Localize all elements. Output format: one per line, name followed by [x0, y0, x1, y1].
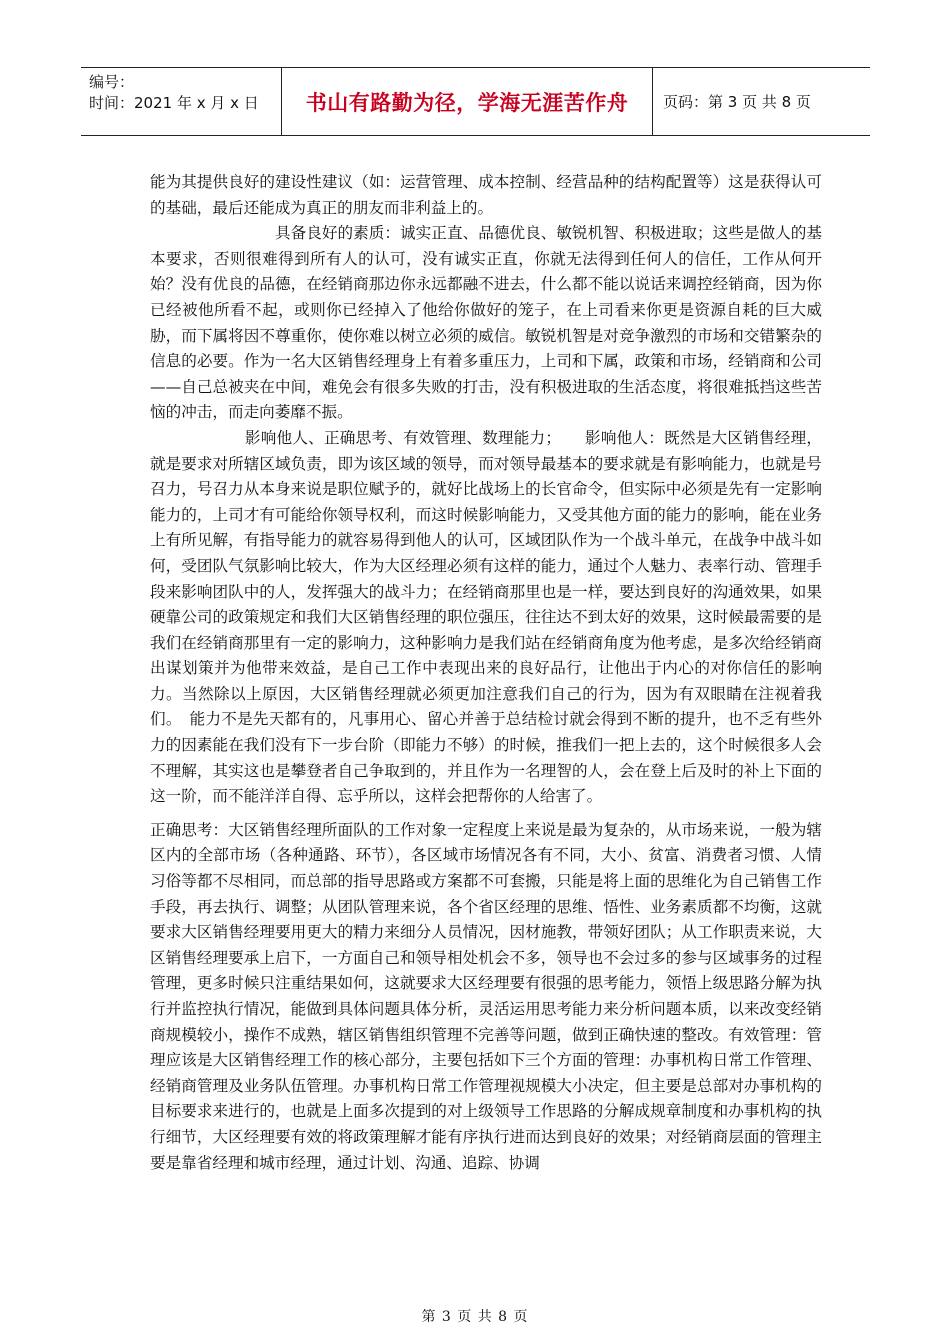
page-number-label: 页码：第 3 页 共 8 页: [663, 93, 811, 111]
document-body: [150, 170, 822, 1176]
paragraph-4: 正确思考：大区销售经理所面队的工作对象一定程度上来说是最为复杂的，从市场来说，一般为辖区内的全部市场（各种通路、环节），各区域市场情况各有不同，大小、贫富、消费者习惯、人情习俗等都不尽相同，而总部的指导思路或方案都不可套搬，只能是将上面的思维化为自己销售工作手段，再去执行、调整；从团队管理来说，各个省区经理的思维、悟性、业务素质都不均衡，这就要求大区销售经理要用更大的精力来细分人员情况，因材施教，带领好团队；从工作职责来说，大区销售经理要承上启下，一方面自己和领导相处机会不多，领导也不会过多的参与区域事务的过程管理，更多时候只注重结果如何，这就要求大区经理要有很强的思考能力，领悟上级思路分解为执行并监控执行情况，能做到具体问题具体分析，灵活运用思考能力来分析问题本质，以来改变经销商规模较小，操作不成熟，辖区销售组织管理不完善等问题，做到正确快速的整改。有效管理：管理应该是大区销售经理工作的核心部分，主要包括如下三个方面的管理：办事机构日常工作管理、经销商管理及业务队伍管理。办事机构日常工作管理视规模大小决定，但主要是总部对办事机构的目标要求来进行的，也就是上面多次提到的对上级领导工作思路的分解成规章制度和办事机构的执行细节，大区经理要有效的将政策理解才能有序执行进而达到良好的效果；对经销商层面的管理主要是靠省经理和城市经理，通过计划、沟通、追踪、协调: [150, 820, 822, 1172]
paragraph-1: 能为其提供良好的建设性建议（如：运营管理、成本控制、经营品种的结构配置等）这是获得认可的基础，最后还能成为真正的朋友而非利益上的。: [150, 173, 822, 217]
paragraph-3: 影响他人、正确思考、有效管理、数理能力； 影响他人：既然是大区销售经理，就是要求对所辖区域负责，即为该区域的领导，而对领导最基本的要求就是有影响能力，也就是号召力，号召力从本身来说是职位赋予的，就好比战场上的长官命令，但实际中必须是先有一定影响能力的，上司才有可能给你领导权利，而这时候影响能力，又受其他方面的能力的影响，能在业务上有所见解，有指导能力的就容易得到他人的认可，区域团队作为一个战斗单元，在战争中战斗如何，受团队气氛影响比较大，作为大区经理必须有这样的能力，通过个人魅力、表率行动、管理手段来影响团队中的人，发挥强大的战斗力；在经销商那里也是一样，要达到良好的沟通效果，如果硬靠公司的政策规定和我们大区销售经理的职位强压，往往达不到太好的效果，这时候最需要的是我们在经销商那里有一定的影响力，这种影响力是我们站在经销商角度为他考虑，是多次给经销商出谋划策并为他带来效益，是自己工作中表现出来的良好品行，让他出于内心的对你信任的影响力。当然除以上原因，大区销售经理就必须更加注意我们自己的行为，因为有双眼睛在注视着我们。 能力不是先天都有的，凡事用心、留心并善于总结检讨就会得到不断的提升，也不乏有些外力的因素能在我们没有下一步台阶（即能力不够）的时候，推我们一把上去的，这个时候很多人会不理解，其实这也是攀登者自己争取到的，并且作为一名理智的人，会在登上后及时的补上下面的这一阶，而不能洋洋自得、忘乎所以，这样会把帮你的人给害了。: [150, 428, 822, 806]
motto-text: 书山有路勤为径，学海无涯苦作舟: [305, 90, 629, 115]
header-page-cell: [653, 68, 870, 135]
header-motto-cell: [282, 68, 653, 135]
header-meta: [81, 68, 282, 135]
page-footer: 第 3 页 共 8 页: [421, 1309, 529, 1325]
page-header: [81, 67, 870, 136]
paragraph-2: 具备良好的素质：诚实正直、品德优良、敏锐机智、积极进取；这些是做人的基本要求，否则很难得到所有人的认可，没有诚实正直，你就无法得到任何人的信任，工作从何开始？没有优良的品德，在经销商那边你永远都融不进去，什么都不能以说话来调控经销商，因为你已经被他所看不起，或则你已经掉入了他给你做好的笼子，在上司看来你更是资源自耗的巨大威胁，而下属将因不尊重你，使你难以树立必须的威信。敏锐机智是对竞争激烈的市场和交错繁杂的信息的必要。作为一名大区销售经理身上有着多重压力，上司和下属，政策和市场，经销商和公司——自己总被夹在中间，难免会有很多失败的打击，没有积极进取的生活态度，将很难抵挡这些苦恼的冲击，而走向萎靡不振。: [150, 224, 822, 422]
time-label: 时间：2021 年 x 月 x 日: [89, 94, 259, 112]
serial-label: 编号：: [89, 73, 135, 91]
